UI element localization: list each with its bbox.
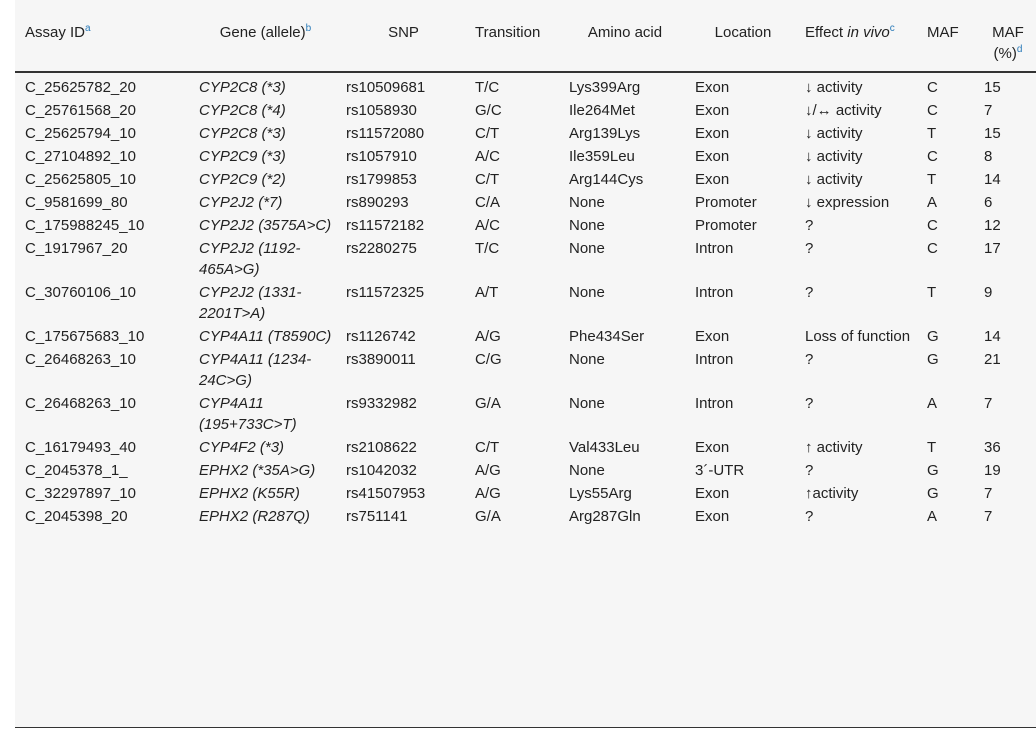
cell-location: Exon <box>695 485 730 502</box>
cell-amino-acid: Lys399Arg <box>569 79 641 96</box>
cell-location: 3´-UTR <box>695 462 745 479</box>
cell-assay-id: C_26468263_10 <box>25 351 136 368</box>
table-row <box>15 98 1036 121</box>
cell-effect: ? <box>805 462 814 479</box>
cell-location: Promoter <box>695 217 757 234</box>
cell-maf: C <box>927 102 938 119</box>
cell-amino-acid: None <box>569 284 605 301</box>
cell-amino-acid: None <box>569 395 605 412</box>
cell-snp: rs41507953 <box>346 485 426 502</box>
cell-assay-id: C_25761568_20 <box>25 102 136 119</box>
cell-gene: CYP2J2 (*7) <box>199 194 283 211</box>
cell-maf-pct: 6 <box>984 194 993 211</box>
cell-maf-pct: 15 <box>984 79 1001 96</box>
cell-maf: A <box>927 395 938 412</box>
cell-location: Intron <box>695 351 734 368</box>
cell-amino-acid: None <box>569 351 605 368</box>
cell-gene: CYP2C9 (*3) <box>199 148 286 165</box>
cell-snp: rs3890011 <box>346 351 416 368</box>
cell-location: Exon <box>695 79 730 96</box>
cell-location: Exon <box>695 508 730 525</box>
cell-maf-pct: 7 <box>984 395 993 412</box>
snp-table <box>15 0 1036 527</box>
cell-amino-acid: None <box>569 194 605 211</box>
cell-snp: rs1126742 <box>346 328 416 345</box>
cell-gene: CYP2C9 (*2) <box>199 171 286 188</box>
cell-snp: rs1057910 <box>346 148 417 165</box>
cell-location: Exon <box>695 171 730 188</box>
cell-effect: ↓ activity <box>805 79 863 96</box>
cell-assay-id: C_16179493_40 <box>25 439 136 456</box>
cell-effect: ↓ activity <box>805 148 863 165</box>
cell-snp: rs751141 <box>346 508 408 525</box>
cell-effect: ↑activity <box>805 485 859 502</box>
header-gene <box>189 0 336 72</box>
cell-maf-pct: 12 <box>984 217 1001 234</box>
header-maf-pct-line1: MAF <box>992 24 1024 41</box>
cell-amino-acid: Arg139Lys <box>569 125 641 142</box>
cell-transition: T/C <box>475 79 500 96</box>
cell-snp: rs2108622 <box>346 439 417 456</box>
header-gene-label: Gene (allele) <box>219 24 306 41</box>
cell-effect: ? <box>805 508 814 525</box>
cell-transition: G/C <box>475 102 502 119</box>
cell-maf: A <box>927 194 938 211</box>
cell-location: Promoter <box>695 194 757 211</box>
cell-amino-acid: None <box>569 217 605 234</box>
cell-maf-pct: 21 <box>984 351 1001 368</box>
cell-assay-id: C_2045398_20 <box>25 508 128 525</box>
cell-maf: C <box>927 79 938 96</box>
cell-snp: rs11572182 <box>346 217 425 234</box>
cell-amino-acid: Arg144Cys <box>569 171 644 188</box>
cell-amino-acid: Val433Leu <box>569 439 640 456</box>
cell-assay-id: C_32297897_10 <box>25 485 136 502</box>
cell-assay-id: C_25625782_20 <box>25 79 136 96</box>
cell-assay-id: C_175988245_10 <box>25 217 145 234</box>
cell-gene: EPHX2 (R287Q) <box>199 508 310 525</box>
cell-location: Exon <box>695 102 730 119</box>
cell-transition: C/T <box>475 439 500 456</box>
header-maf <box>917 0 974 72</box>
cell-gene: CYP2J2 (1331-2201T>A) <box>199 284 302 322</box>
cell-maf: G <box>927 485 939 502</box>
cell-gene: CYP2C8 (*4) <box>199 102 286 119</box>
cell-transition: G/A <box>475 395 501 412</box>
table-row <box>15 190 1036 213</box>
cell-assay-id: C_9581699_80 <box>25 194 128 211</box>
cell-snp: rs1058930 <box>346 102 417 119</box>
cell-snp: rs9332982 <box>346 395 417 412</box>
cell-effect: Loss of function <box>805 328 911 345</box>
header-amino-acid-label: Amino acid <box>587 24 663 41</box>
header-row <box>15 0 1036 72</box>
table-row <box>15 72 1036 98</box>
footnote-d[interactable]: d <box>1016 44 1023 55</box>
cell-transition: T/C <box>475 240 500 257</box>
cell-assay-id: C_2045378_1_ <box>25 462 128 479</box>
table-row <box>15 391 1036 435</box>
cell-location: Exon <box>695 125 730 142</box>
header-effect-italic: in vivo <box>847 24 890 41</box>
cell-amino-acid: Lys55Arg <box>569 485 632 502</box>
cell-gene: CYP4A11 (195+733C>T) <box>199 395 297 433</box>
header-maf-pct <box>974 0 1036 72</box>
table-row <box>15 458 1036 481</box>
table-row <box>15 504 1036 527</box>
cell-assay-id: C_1917967_20 <box>25 240 128 257</box>
cell-snp: rs1799853 <box>346 171 417 188</box>
table-row <box>15 121 1036 144</box>
cell-effect: ? <box>805 217 814 234</box>
cell-effect: ↓ expression <box>805 194 890 211</box>
cell-transition: A/C <box>475 217 501 234</box>
cell-maf: T <box>927 171 937 188</box>
cell-maf: G <box>927 462 939 479</box>
cell-location: Intron <box>695 284 734 301</box>
cell-assay-id: C_27104892_10 <box>25 148 136 165</box>
cell-amino-acid: Ile264Met <box>569 102 635 119</box>
cell-maf-pct: 36 <box>984 439 1001 456</box>
cell-effect: ↑ activity <box>805 439 863 456</box>
cell-snp: rs10509681 <box>346 79 426 96</box>
cell-assay-id: C_25625794_10 <box>25 125 136 142</box>
table-row <box>15 213 1036 236</box>
header-transition-label: Transition <box>475 24 541 41</box>
cell-gene: CYP4F2 (*3) <box>199 439 285 456</box>
cell-snp: rs890293 <box>346 194 409 211</box>
cell-amino-acid: None <box>569 240 605 257</box>
cell-maf: T <box>927 284 937 301</box>
cell-amino-acid: Phe434Ser <box>569 328 645 345</box>
cell-effect: ? <box>805 351 814 368</box>
table-row <box>15 347 1036 391</box>
cell-maf-pct: 14 <box>984 171 1001 188</box>
cell-effect: ↓ activity <box>805 125 863 142</box>
cell-gene: EPHX2 (*35A>G) <box>199 462 316 479</box>
cell-gene: CYP2J2 (1192-465A>G) <box>199 240 301 278</box>
cell-assay-id: C_30760106_10 <box>25 284 136 301</box>
cell-gene: CYP2C8 (*3) <box>199 125 286 142</box>
cell-transition: C/A <box>475 194 501 211</box>
cell-transition: C/T <box>475 171 500 188</box>
cell-maf-pct: 9 <box>984 284 993 301</box>
header-maf-pct-line2: (%) <box>993 45 1017 62</box>
header-assay-id <box>15 0 189 72</box>
cell-maf: G <box>927 351 939 368</box>
cell-maf: G <box>927 328 939 345</box>
cell-maf: T <box>927 125 937 142</box>
header-location <box>685 0 795 72</box>
footnote-b[interactable]: b <box>305 23 312 34</box>
cell-snp: rs11572080 <box>346 125 425 142</box>
cell-transition: A/G <box>475 485 501 502</box>
cell-snp: rs2280275 <box>346 240 417 257</box>
footnote-a[interactable]: a <box>85 23 91 34</box>
cell-gene: CYP2C8 (*3) <box>199 79 286 96</box>
header-transition <box>465 0 559 72</box>
header-assay-id-label: Assay ID <box>25 24 86 41</box>
cell-maf: T <box>927 439 937 456</box>
cell-location: Exon <box>695 328 730 345</box>
cell-location: Intron <box>695 395 734 412</box>
header-effect <box>795 0 917 72</box>
cell-location: Intron <box>695 240 734 257</box>
table-row <box>15 144 1036 167</box>
cell-location: Exon <box>695 148 730 165</box>
cell-gene: CYP2J2 (3575A>C) <box>199 217 332 234</box>
cell-effect: ? <box>805 284 814 301</box>
cell-snp: rs1042032 <box>346 462 417 479</box>
cell-assay-id: C_175675683_10 <box>25 328 145 345</box>
cell-gene: CYP4A11 (1234-24C>G) <box>199 351 312 389</box>
cell-transition: A/T <box>475 284 499 301</box>
cell-maf-pct: 8 <box>984 148 993 165</box>
table-row <box>15 435 1036 458</box>
cell-amino-acid: Arg287Gln <box>569 508 641 525</box>
table-row <box>15 280 1036 324</box>
table-header <box>15 0 1036 72</box>
table-body <box>15 72 1036 527</box>
cell-amino-acid: Ile359Leu <box>569 148 635 165</box>
cell-effect: ↓ activity <box>805 171 863 188</box>
cell-snp: rs11572325 <box>346 284 425 301</box>
cell-maf: C <box>927 148 938 165</box>
cell-location: Exon <box>695 439 730 456</box>
cell-transition: C/G <box>475 351 502 368</box>
cell-effect: ? <box>805 395 814 412</box>
cell-gene: EPHX2 (K55R) <box>199 485 300 502</box>
cell-transition: A/C <box>475 148 501 165</box>
table-row <box>15 236 1036 280</box>
table-row <box>15 324 1036 347</box>
cell-maf: C <box>927 217 938 234</box>
cell-transition: G/A <box>475 508 501 525</box>
table-row <box>15 481 1036 504</box>
snp-table-container <box>15 0 1036 728</box>
table-row <box>15 167 1036 190</box>
header-amino-acid <box>559 0 685 72</box>
cell-assay-id: C_26468263_10 <box>25 395 136 412</box>
cell-transition: A/G <box>475 328 501 345</box>
cell-maf-pct: 14 <box>984 328 1001 345</box>
cell-transition: C/T <box>475 125 500 142</box>
cell-amino-acid: None <box>569 462 605 479</box>
cell-maf-pct: 7 <box>984 508 993 525</box>
cell-maf-pct: 17 <box>984 240 1001 257</box>
header-maf-label: MAF <box>927 24 959 41</box>
header-effect-label: Effect <box>805 24 848 41</box>
cell-maf-pct: 7 <box>984 102 993 119</box>
cell-maf-pct: 15 <box>984 125 1001 142</box>
header-snp <box>336 0 465 72</box>
cell-maf-pct: 7 <box>984 485 993 502</box>
cell-maf-pct: 19 <box>984 462 1001 479</box>
cell-effect: ↓/↔ activity <box>805 102 882 119</box>
cell-maf: A <box>927 508 938 525</box>
footnote-c[interactable]: c <box>889 23 895 34</box>
cell-assay-id: C_25625805_10 <box>25 171 136 188</box>
cell-transition: A/G <box>475 462 501 479</box>
cell-gene: CYP4A11 (T8590C) <box>199 328 332 345</box>
header-snp-label: SNP <box>388 24 419 41</box>
header-location-label: Location <box>714 24 772 41</box>
cell-effect: ? <box>805 240 814 257</box>
cell-maf: C <box>927 240 938 257</box>
